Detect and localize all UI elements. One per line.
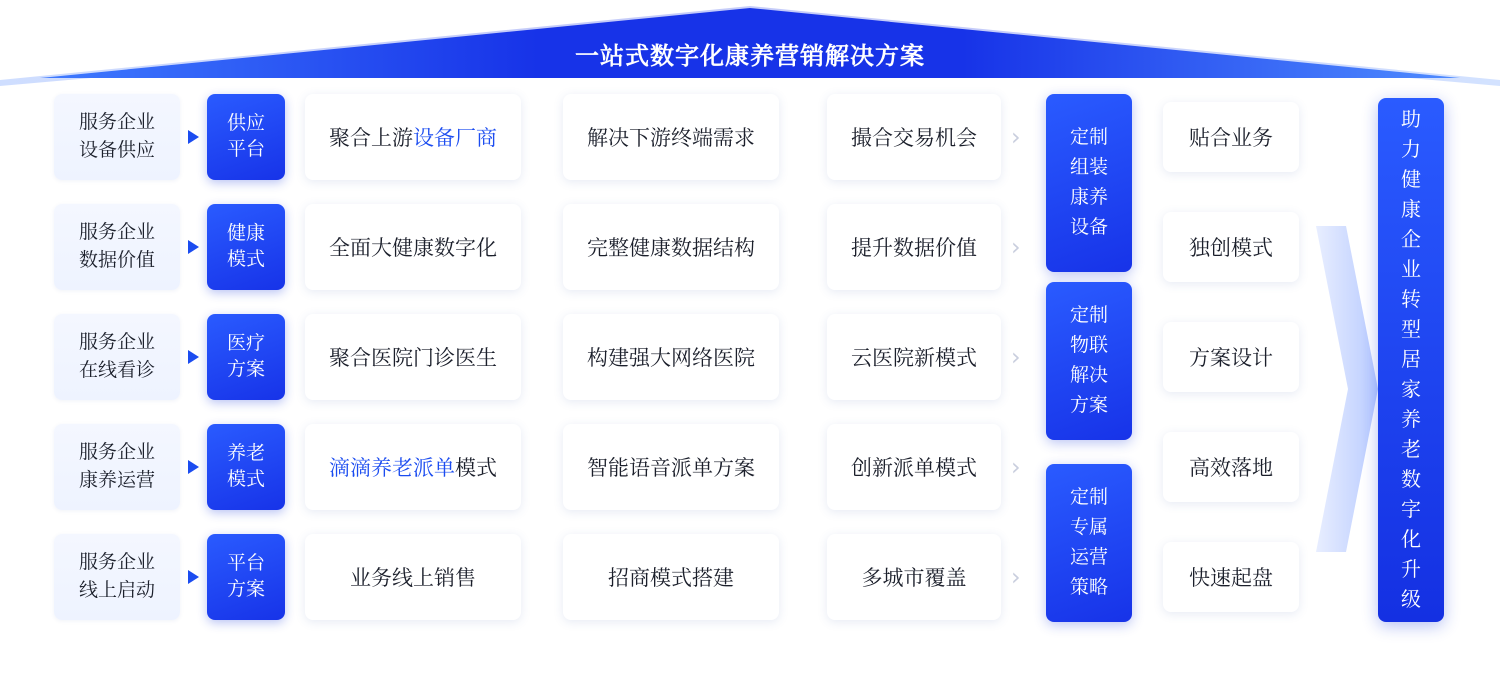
custom-box-line: 定制	[1069, 487, 1108, 508]
diagram-row	[0, 94, 1340, 180]
custom-box-line: 组装	[1069, 157, 1108, 178]
card-stage-b-3[interactable]: 构建强大网络医院	[563, 314, 779, 400]
diagram-row	[0, 534, 1340, 620]
tag-line-2: 方案	[226, 359, 265, 380]
label-line-2: 设备供应	[78, 140, 155, 161]
diagram-row	[0, 314, 1340, 400]
tag-line-1: 健康	[226, 223, 265, 244]
custom-box-line: 定制	[1069, 127, 1108, 148]
service-label-5	[54, 534, 180, 620]
service-label-4	[54, 424, 180, 510]
card-text-highlight: 滴滴养老派单	[329, 457, 455, 480]
custom-box-1[interactable]	[1046, 94, 1132, 272]
custom-box-line: 设备	[1069, 217, 1108, 238]
arrow-right-icon	[188, 130, 199, 144]
label-line-1: 服务企业	[78, 222, 155, 243]
final-outcome-banner	[1378, 98, 1444, 622]
card-stage-c-2[interactable]: 提升数据价值	[827, 204, 1001, 290]
card-text: 聚合医院门诊医生	[329, 347, 497, 370]
card-stage-c-5[interactable]: 多城市覆盖	[827, 534, 1001, 620]
arrow-right-icon	[188, 460, 199, 474]
card-text: 聚合上游	[329, 127, 413, 150]
solution-tag-2[interactable]	[207, 204, 285, 290]
chevron-right-icon: ›	[1011, 233, 1021, 261]
wedge-arrow-icon	[1316, 226, 1378, 552]
service-label-3	[54, 314, 180, 400]
custom-box-2[interactable]	[1046, 282, 1132, 440]
tag-line-2: 模式	[226, 249, 265, 270]
banner-title: 一站式数字化康养营销解决方案	[575, 43, 925, 70]
card-text-highlight: 设备厂商	[413, 127, 497, 150]
card-stage-a-2[interactable]	[305, 204, 521, 290]
custom-box-line: 康养	[1069, 187, 1108, 208]
card-stage-b-4[interactable]: 智能语音派单方案	[563, 424, 779, 510]
label-line-2: 在线看诊	[78, 360, 155, 381]
card-stage-c-4[interactable]: 创新派单模式	[827, 424, 1001, 510]
tag-line-1: 供应	[226, 113, 265, 134]
card-stage-a-1[interactable]	[305, 94, 521, 180]
label-line-2: 数据价值	[78, 250, 155, 271]
label-line-1: 服务企业	[78, 332, 155, 353]
custom-box-line: 专属	[1069, 517, 1108, 538]
card-stage-c-1[interactable]: 撮合交易机会	[827, 94, 1001, 180]
card-text: 全面大健康数字化	[329, 237, 497, 260]
custom-box-3[interactable]	[1046, 464, 1132, 622]
outcome-card-5[interactable]: 快速起盘	[1163, 542, 1299, 612]
solution-tag-1[interactable]	[207, 94, 285, 180]
chevron-right-icon: ›	[1011, 453, 1021, 481]
label-line-1: 服务企业	[78, 552, 155, 573]
diagram-board	[0, 86, 1500, 684]
card-stage-c-3[interactable]: 云医院新模式	[827, 314, 1001, 400]
card-stage-b-1[interactable]: 解决下游终端需求	[563, 94, 779, 180]
service-label-1	[54, 94, 180, 180]
chevron-right-icon: ›	[1011, 343, 1021, 371]
card-text: 业务线上销售	[350, 567, 476, 590]
custom-box-line: 运营	[1069, 547, 1108, 568]
custom-box-line: 解决	[1069, 365, 1108, 386]
outcome-card-4[interactable]: 高效落地	[1163, 432, 1299, 502]
solution-tag-5[interactable]	[207, 534, 285, 620]
header-banner	[0, 0, 1500, 86]
label-line-2: 康养运营	[78, 470, 155, 491]
label-line-1: 服务企业	[78, 112, 155, 133]
custom-box-line: 定制	[1069, 305, 1108, 326]
tag-line-2: 方案	[226, 579, 265, 600]
chevron-right-icon: ›	[1011, 563, 1021, 591]
outcome-card-1[interactable]: 贴合业务	[1163, 102, 1299, 172]
diagram-row	[0, 204, 1340, 290]
label-line-2: 线上启动	[78, 580, 155, 601]
tag-line-2: 平台	[226, 139, 265, 160]
tag-line-1: 医疗	[226, 333, 265, 354]
arrow-right-icon	[188, 350, 199, 364]
solution-tag-4[interactable]	[207, 424, 285, 510]
outcome-card-2[interactable]: 独创模式	[1163, 212, 1299, 282]
card-stage-a-4[interactable]	[305, 424, 521, 510]
service-label-2	[54, 204, 180, 290]
tag-line-2: 模式	[226, 469, 265, 490]
custom-box-line: 策略	[1069, 577, 1108, 598]
card-stage-a-5[interactable]	[305, 534, 521, 620]
card-stage-a-3[interactable]	[305, 314, 521, 400]
card-stage-b-5[interactable]: 招商模式搭建	[563, 534, 779, 620]
outcome-card-3[interactable]: 方案设计	[1163, 322, 1299, 392]
tag-line-1: 养老	[226, 443, 265, 464]
card-text: 模式	[455, 457, 497, 480]
custom-box-line: 物联	[1069, 335, 1108, 356]
custom-box-line: 方案	[1069, 395, 1108, 416]
solution-tag-3[interactable]	[207, 314, 285, 400]
arrow-right-icon	[188, 240, 199, 254]
tag-line-1: 平台	[226, 553, 265, 574]
chevron-right-icon: ›	[1011, 123, 1021, 151]
diagram-row	[0, 424, 1340, 510]
final-outcome-text: 助力健康企业转型居家养老数字化升级	[1401, 109, 1421, 611]
label-line-1: 服务企业	[78, 442, 155, 463]
arrow-right-icon	[188, 570, 199, 584]
card-stage-b-2[interactable]: 完整健康数据结构	[563, 204, 779, 290]
